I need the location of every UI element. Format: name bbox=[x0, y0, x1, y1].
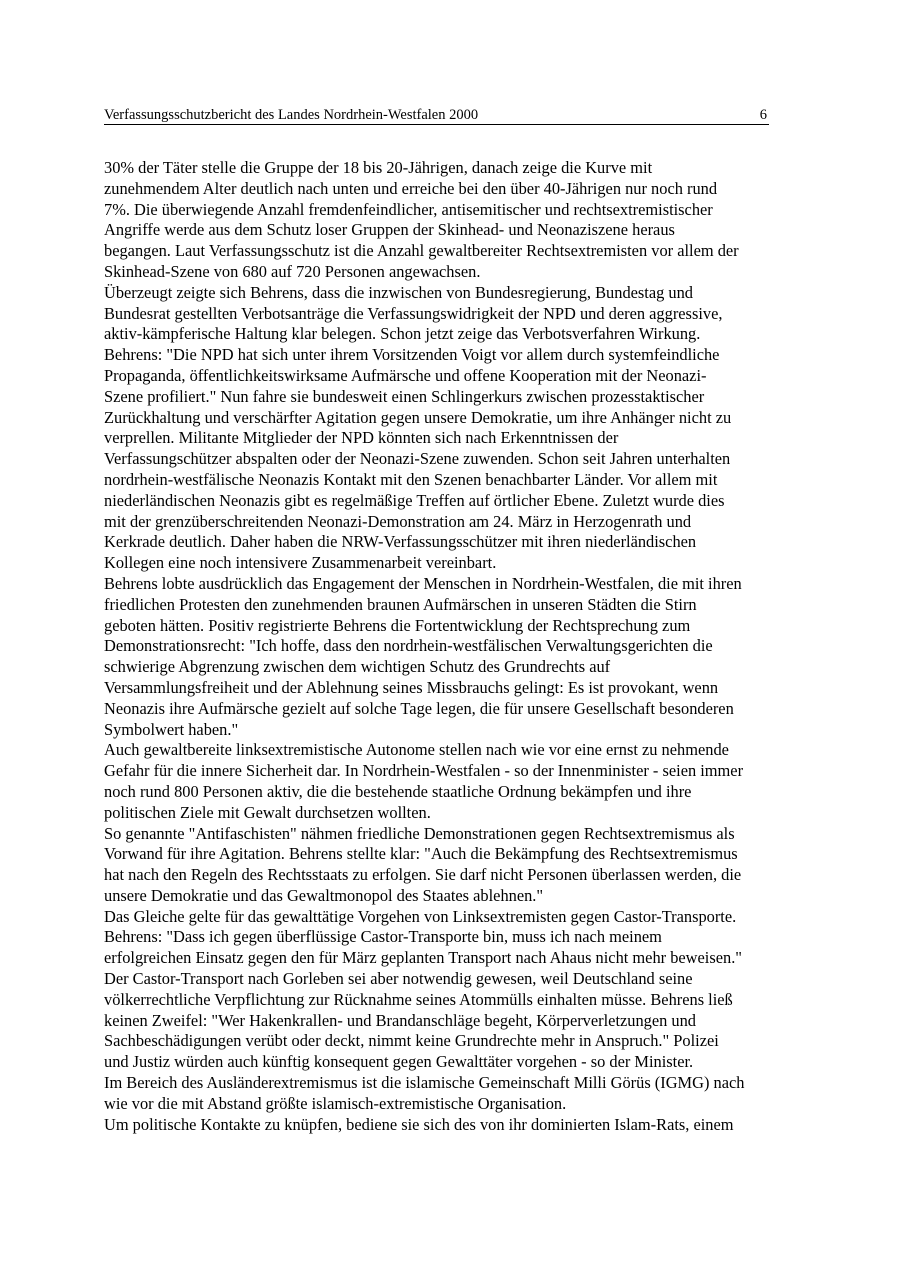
text-line: niederländischen Neonazis gibt es regelmäßige Treffen auf örtlicher Ebene. Zuletzt wurde dies bbox=[104, 490, 725, 510]
text-line: Symbolwert haben." bbox=[104, 719, 239, 739]
text-line: Demonstrationsrecht: "Ich hoffe, dass den nordrhein-westfälischen Verwaltungsgerichten die bbox=[104, 636, 713, 656]
text-line: Behrens: "Die NPD hat sich unter ihrem Vorsitzenden Voigt vor allem durch systemfeindliche bbox=[104, 345, 720, 365]
text-line: verprellen. Militante Mitglieder der NPD könnten sich nach Erkenntnissen der bbox=[104, 428, 619, 448]
text-line: geboten hätten. Positiv registrierte Behrens die Fortentwicklung der Rechtsprechung zum bbox=[104, 615, 691, 635]
text-line: Kerkrade deutlich. Daher haben die NRW-Verfassungsschützer mit ihren niederländischen bbox=[104, 532, 697, 552]
text-line: Überzeugt zeigte sich Behrens, dass die inzwischen von Bundesregierung, Bundestag und bbox=[104, 282, 693, 302]
text-line: Bundesrat gestellten Verbotsanträge die Verfassungswidrigkeit der NPD und deren aggressive, bbox=[104, 303, 723, 323]
text-line: Verfassungschützer abspalten oder der Neonazi-Szene zuwenden. Schon seit Jahren unterhalten bbox=[104, 449, 731, 469]
text-line: völkerrechtliche Verpflichtung zur Rücknahme seines Atommülls einhalten müsse. Behrens ließ bbox=[104, 989, 733, 1009]
text-line: wie vor die mit Abstand größte islamisch-extremistische Organisation. bbox=[104, 1093, 567, 1113]
text-line: erfolgreichen Einsatz gegen den für März geplanten Transport nach Ahaus nicht mehr beweisen." bbox=[104, 948, 742, 968]
text-line: Skinhead-Szene von 680 auf 720 Personen angewachsen. bbox=[104, 261, 481, 281]
text-line: Vorwand für ihre Agitation. Behrens stellte klar: "Auch die Bekämpfung des Rechtsextremismus bbox=[104, 844, 738, 864]
text-line: Szene profiliert." Nun fahre sie bundesweit einen Schlingerkurs zwischen prozesstaktischer bbox=[104, 386, 705, 406]
text-line: So genannte "Antifaschisten" nähmen friedliche Demonstrationen gegen Rechtsextremismus als bbox=[104, 823, 735, 843]
text-line: 7%. Die überwiegende Anzahl fremdenfeindlicher, antisemitischer und rechtsextremistischer bbox=[104, 199, 713, 219]
text-line: 30% der Täter stelle die Gruppe der 18 bis 20-Jährigen, danach zeige die Kurve mit bbox=[104, 158, 653, 177]
text-line: Neonazis ihre Aufmärsche gezielt auf solche Tage legen, die für unsere Gesellschaft besonderen bbox=[104, 698, 734, 718]
text-line: schwierige Abgrenzung zwischen dem wichtigen Schutz des Grundrechts auf bbox=[104, 657, 611, 677]
header-title: Verfassungsschutzbericht des Landes Nordrhein-Westfalen 2000 bbox=[104, 107, 479, 123]
text-line: Angriffe werde aus dem Schutz loser Gruppen der Skinhead- und Neonaziszene heraus bbox=[104, 220, 675, 240]
text-line: Sachbeschädigungen verübt oder deckt, nimmt keine Grundrechte mehr in Anspruch." Polizei bbox=[104, 1031, 719, 1051]
text-line: keinen Zweifel: "Wer Hakenkrallen- und Brandanschläge begeht, Körperverletzungen und bbox=[104, 1010, 697, 1030]
text-line: politischen Ziele mit Gewalt durchsetzen wollten. bbox=[104, 802, 431, 822]
text-line: mit der grenzüberschreitenden Neonazi-Demonstration am 24. März in Herzogenrath und bbox=[104, 511, 692, 531]
text-line: aktiv-kämpferische Haltung klar belegen. Schon jetzt zeige das Verbotsverfahren Wirkung. bbox=[104, 324, 701, 344]
text-line: Kollegen eine noch intensivere Zusammenarbeit vereinbart. bbox=[104, 553, 497, 573]
page-header bbox=[104, 106, 769, 125]
text-line: Um politische Kontakte zu knüpfen, bediene sie sich des von ihr dominierten Islam-Rats, einem bbox=[104, 1114, 734, 1134]
text-line: Im Bereich des Ausländerextremismus ist die islamische Gemeinschaft Milli Görüs (IGMG) nach bbox=[104, 1073, 745, 1093]
text-line: unsere Demokratie und das Gewaltmonopol des Staates ablehnen." bbox=[104, 885, 544, 905]
text-line: hat nach den Regeln des Rechtsstaats zu erfolgen. Sie darf nicht Personen überlassen werden, die bbox=[104, 865, 742, 885]
text-line: Der Castor-Transport nach Gorleben sei aber notwendig gewesen, weil Deutschland seine bbox=[104, 969, 693, 989]
text-line: zunehmendem Alter deutlich nach unten und erreiche bei den über 40-Jährigen nur noch rund bbox=[104, 178, 718, 198]
text-line: Auch gewaltbereite linksextremistische Autonome stellen nach wie vor eine ernst zu nehmende bbox=[104, 740, 729, 760]
body-text bbox=[104, 158, 798, 1135]
text-line: Behrens: "Dass ich gegen überflüssige Castor-Transporte bin, muss ich nach meinem bbox=[104, 927, 662, 947]
text-line: nordrhein-westfälische Neonazis Kontakt mit den Szenen benachbarter Länder. Vor allem mit bbox=[104, 469, 718, 489]
text-line: Versammlungsfreiheit und der Ablehnung seines Missbrauchs gelingt: Es ist provokant, wenn bbox=[104, 677, 719, 697]
text-line: Zurückhaltung und verschärfter Agitation gegen unsere Demokratie, um ihre Anhänger nicht zu bbox=[104, 407, 732, 427]
text-line: Propaganda, öffentlichkeitswirksame Aufmärsche und offene Kooperation mit der Neonazi- bbox=[104, 365, 707, 385]
text-line: begangen. Laut Verfassungsschutz ist die Anzahl gewaltbereiter Rechtsextremisten vor allem der bbox=[104, 241, 739, 261]
text-line: und Justiz würden auch künftig konsequent gegen Gewalttäter vorgehen - so der Minister. bbox=[104, 1052, 694, 1072]
text-line: friedlichen Protesten den zunehmenden braunen Aufmärschen in unseren Städten die Stirn bbox=[104, 594, 697, 614]
text-line: Gefahr für die innere Sicherheit dar. In Nordrhein-Westfalen - so der Innenminister - seien immer bbox=[104, 761, 744, 781]
text-line: noch rund 800 Personen aktiv, die die bestehende staatliche Ordnung bekämpfen und ihre bbox=[104, 781, 692, 801]
text-line: Behrens lobte ausdrücklich das Engagement der Menschen in Nordrhein-Westfalen, die mit ihren bbox=[104, 573, 742, 593]
page-number: 6 bbox=[759, 107, 767, 123]
text-line: Das Gleiche gelte für das gewalttätige Vorgehen von Linksextremisten gegen Castor-Transporte. bbox=[104, 906, 737, 926]
